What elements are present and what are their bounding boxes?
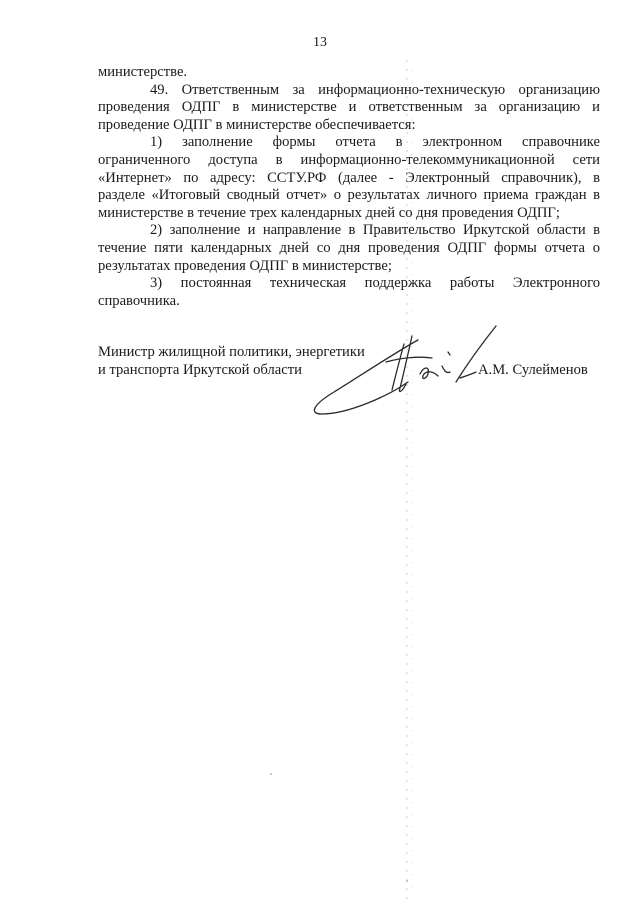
signer-name: А.М. Сулейменов	[478, 362, 588, 378]
list-item-1-line: 1) заполнение формы отчета в электронном справочнике	[150, 134, 600, 151]
signer-position-line-2: и транспорта Иркутской области	[98, 361, 302, 378]
body-line: «Интернет» по адресу: ССТУ.РФ (далее - Электронный справочник), в	[98, 169, 600, 186]
body-line: министерстве.	[98, 64, 188, 80]
body-line: проведение ОДПГ в министерстве обеспечивается:	[98, 116, 416, 133]
body-line: министерстве в течение трех календарных дней со дня проведения ОДПГ;	[98, 204, 560, 221]
list-item-3-line: 3) постоянная техническая поддержка работы Электронного	[150, 275, 600, 292]
document-body	[98, 64, 600, 310]
signer-position-line-1: Министр жилищной политики, энергетики	[98, 344, 365, 360]
body-line: течение пяти календарных дней со дня проведения ОДПГ формы отчета о	[98, 239, 600, 256]
body-line: проведения ОДПГ в министерстве и ответственным за организацию и	[98, 99, 600, 116]
scan-speck	[270, 773, 272, 775]
body-line: ограниченного доступа в информационно-телекоммуникационной сети	[98, 151, 600, 168]
page-number: 13	[313, 35, 327, 50]
body-line: результатах проведения ОДПГ в министерстве;	[98, 257, 392, 274]
paragraph-49-line: 49. Ответственным за информационно-техническую организацию	[150, 81, 600, 98]
body-line: разделе «Итоговый сводный отчет» о результатах личного приема граждан в	[98, 187, 600, 204]
scan-speck	[406, 880, 408, 882]
body-line: справочника.	[98, 292, 180, 309]
list-item-2-line: 2) заполнение и направление в Правительство Иркутской области в	[150, 222, 600, 239]
